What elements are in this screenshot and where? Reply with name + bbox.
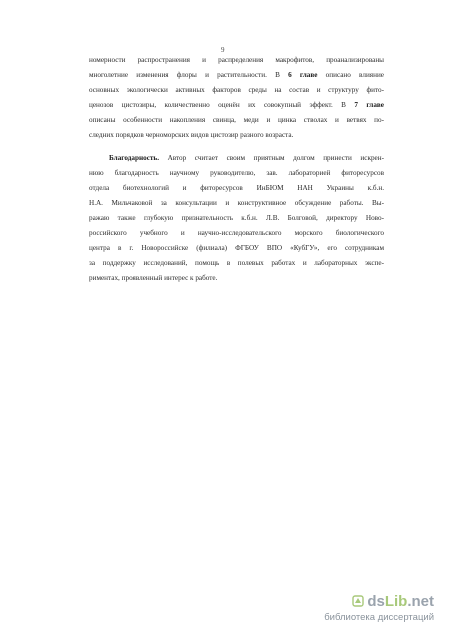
text-line: номерности распространения и распределения макрофитов, проанализированы (89, 56, 384, 64)
text-line: нюю благодарность научному руководителю, зав. лабораторией фиторесурсов (89, 169, 384, 177)
acknowledgements-heading: Благодарность. (109, 154, 160, 162)
text-line: за поддержку исследований, помощь в полевых работах и лабораторных экспе- (89, 259, 384, 267)
watermark-net: .net (407, 593, 434, 610)
chapter-7-ref: 7 главе (354, 101, 384, 109)
text-line: отдела биотехнологий и фиторесурсов ИнБЮМ НАН Украины к.б.н. (89, 184, 384, 192)
dslib-logo-icon (352, 595, 364, 607)
chapter-6-ref: 6 главе (288, 71, 318, 79)
watermark-ds: ds (367, 593, 385, 610)
text-line: центра в г. Новороссийске (филиала) ФГБОУ ВПО «КубГУ», его сотрудникам (89, 244, 384, 252)
dslib-watermark (324, 593, 434, 623)
text-line: Благодарность. Автор считает своим приятным долгом принести искрен- (109, 154, 384, 162)
text-line: ражаю также глубокую признательность к.б.н. Л.В. Болговой, директору Ново- (89, 214, 384, 222)
text-line: многолетние изменения флоры и растительности. В 6 главе описано влияние (89, 71, 384, 79)
text-line: ценозов цистозиры, количественно оценён их совокупный эффект. В 7 главе (89, 101, 384, 109)
watermark-tagline: библиотека диссертаций (324, 612, 434, 623)
watermark-brand (352, 593, 434, 610)
text-line: риментах, проявленный интерес к работе. (89, 274, 218, 282)
paragraph-acknowledgements (89, 151, 384, 286)
text-line: описаны особенности накопления свинца, меди и цинка стволах и ветвях по- (89, 116, 384, 124)
text-line: следних порядков черноморских видов цистозир разного возраста. (89, 131, 294, 139)
text-line: российского учебного и научно-исследовательского морского биологического (89, 229, 384, 237)
watermark-lib: Lib (384, 593, 408, 610)
text-line: основных экологически активных факторов среды на состав и структуру фито- (89, 86, 384, 94)
page-number: 9 (221, 46, 225, 54)
text-line: Н.А. Мильчаковой за консультации и конструктивное обсуждение работы. Вы- (89, 199, 384, 207)
paragraph-methods-summary (89, 53, 384, 143)
